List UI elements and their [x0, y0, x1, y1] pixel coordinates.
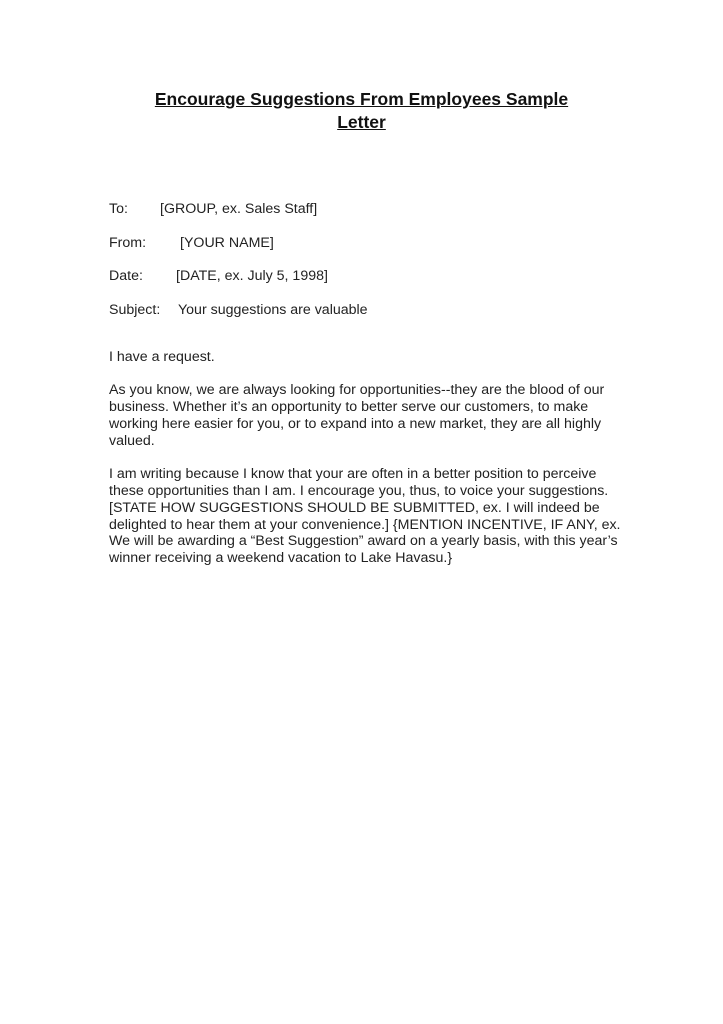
from-value: [YOUR NAME] [180, 234, 274, 251]
subject-value: Your suggestions are valuable [178, 301, 368, 318]
body-paragraph-suggestions: I am writing because I know that your are often in a better position to perceive these opportunities than I am. I encourage you, thus, to voice your suggestions. [STATE HOW SUGGESTIONS SHOULD BE SUBMITTED, ex. I will indeed be delighted to hear them at your convenience.] {MENTION INCENTIVE, IF ANY, ex. We will be awarding a “Best Suggestion” award on a yearly basis, with this year’s winner receiving a weekend vacation to Lake Havasu.} [109, 466, 621, 567]
memo-header-block [109, 199, 629, 333]
title-line-1: Encourage Suggestions From Employees Sample [154, 89, 569, 109]
body-paragraph-opportunities: As you know, we are always looking for opportunities--they are the blood of our business. Whether it’s an opportunity to better serve our customers, to make working here easier for you, or to expand into a new market, they are all highly valued. [109, 382, 605, 449]
date-value: [DATE, ex. July 5, 1998] [176, 268, 328, 284]
to-value: [GROUP, ex. Sales Staff] [160, 201, 318, 217]
document-title [110, 88, 613, 134]
to-field [109, 199, 629, 233]
to-label: To: [109, 201, 128, 217]
subject-field [109, 300, 629, 334]
date-field [109, 266, 629, 300]
letter-body [109, 349, 629, 584]
date-label: Date: [109, 268, 143, 284]
from-field [109, 233, 629, 267]
title-line-2: Letter [337, 112, 386, 132]
subject-label: Subject: [109, 301, 161, 318]
from-label: From: [109, 234, 147, 251]
body-paragraph-request: I have a request. [109, 349, 215, 365]
